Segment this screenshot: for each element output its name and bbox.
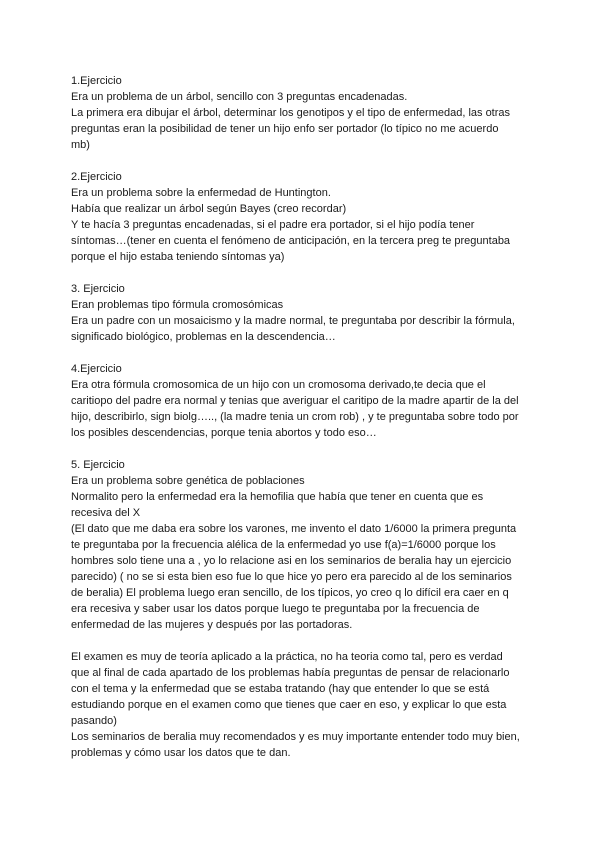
- closing-remarks: [71, 649, 541, 761]
- text-line: que al final de cada apartado de los problemas había preguntas de pensar de relacionarlo: [71, 667, 510, 679]
- text-line: (El dato que me daba era sobre los varones, me invento el dato 1/6000 la primera pregunta: [71, 523, 517, 535]
- exercise-heading: 4.Ejercicio: [71, 363, 122, 375]
- document-page: [71, 73, 541, 761]
- exercise-4: [71, 361, 541, 441]
- text-line: hijo, describirlo, sign biolg….., (la madre tenia un crom rob) , y te preguntaba sobre todo por: [71, 411, 519, 423]
- text-line: problemas y cómo usar los datos que te dan.: [71, 747, 291, 759]
- text-line: Eran problemas tipo fórmula cromosómicas: [71, 299, 284, 311]
- exercise-1: [71, 73, 541, 153]
- text-line: síntomas…(tener en cuenta el fenómeno de anticipación, en la tercera preg te preguntaba: [71, 235, 511, 247]
- text-line: de beralia) El problema luego eran sencillo, de los típicos, yo creo q lo difícil era caer en q: [71, 587, 509, 599]
- exercise-2: [71, 169, 541, 265]
- text-line: Los seminarios de beralia muy recomendados y es muy importante entender todo muy bien,: [71, 731, 520, 743]
- text-line: La primera era dibujar el árbol, determinar los genotipos y el tipo de enfermedad, las otras: [71, 107, 511, 119]
- text-line: pasando): [71, 715, 117, 727]
- text-line: te preguntaba por la frecuencia alélica de la enfermedad yo use f(a)=1/6000 porque los: [71, 539, 496, 551]
- text-line: Había que realizar un árbol según Bayes (creo recordar): [71, 203, 347, 215]
- exercise-5: [71, 457, 541, 633]
- exercise-heading: 5. Ejercicio: [71, 459, 125, 471]
- text-line: los posibles descendencias, porque tenia abortos y todo eso…: [71, 427, 377, 439]
- text-line: porque el hijo estaba teniendo síntomas ya): [71, 251, 285, 263]
- text-line: significado biológico, problemas en la descendencia…: [71, 331, 336, 343]
- text-line: Era otra fórmula cromosomica de un hijo con un cromosoma derivado,te decia que el: [71, 379, 486, 391]
- text-line: con el tema y la enfermedad que se estaba tratando (hay que entender lo que se está: [71, 683, 490, 695]
- text-line: caritiopo del padre era normal y tenias que averiguar el caritipo de la madre apartir de la del: [71, 395, 519, 407]
- exercise-heading: 3. Ejercicio: [71, 283, 125, 295]
- text-line: preguntas eran la posibilidad de tener un hijo enfo ser portador (lo típico no me acuerdo: [71, 123, 499, 135]
- text-line: Normalito pero la enfermedad era la hemofilia que había que tener en cuenta que es: [71, 491, 484, 503]
- exercise-3: [71, 281, 541, 345]
- text-line: Era un problema sobre la enfermedad de Huntington.: [71, 187, 331, 199]
- text-line: Era un problema de un árbol, sencillo con 3 preguntas encadenadas.: [71, 91, 408, 103]
- text-line: Era un problema sobre genética de poblaciones: [71, 475, 305, 487]
- text-line: estudiando porque en el examen como que tienes que caer en eso, y explicar lo que esta: [71, 699, 507, 711]
- text-line: enfermedad de las mujeres y después por las portadoras.: [71, 619, 353, 631]
- exercise-heading: 1.Ejercicio: [71, 75, 122, 87]
- text-line: El examen es muy de teoría aplicado a la práctica, no ha teoria como tal, pero es verdad: [71, 651, 503, 663]
- text-line: mb): [71, 139, 90, 151]
- text-line: era recesiva y saber usar los datos porque luego te preguntaba por la frecuencia de: [71, 603, 480, 615]
- text-line: Era un padre con un mosaicismo y la madre normal, te preguntaba por describir la fórmula,: [71, 315, 515, 327]
- text-line: hombres solo tiene una a , yo lo relacione asi en los seminarios de beralia hay un ejercicio: [71, 555, 512, 567]
- text-line: recesiva del X: [71, 507, 141, 519]
- exercise-heading: 2.Ejercicio: [71, 171, 122, 183]
- text-line: Y te hacía 3 preguntas encadenadas, si el padre era portador, si el hijo podía tener: [71, 219, 475, 231]
- text-line: parecido) ( no se si esta bien eso fue lo que hice yo pero era parecido al de los seminarios: [71, 571, 512, 583]
